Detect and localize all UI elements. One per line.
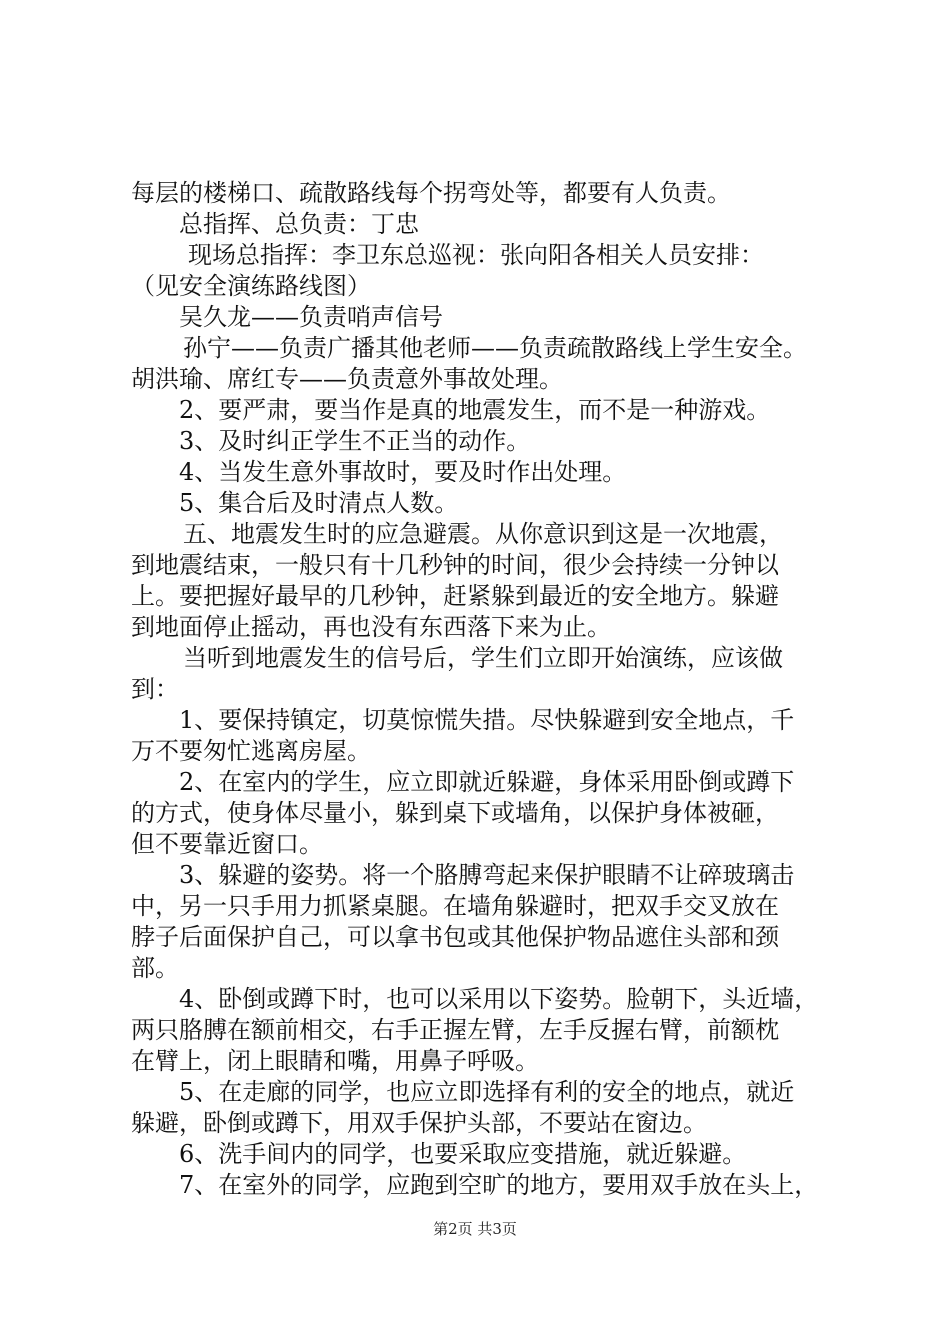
- text-line: 3、及时纠正学生不正当的动作。: [179, 427, 531, 455]
- text-line: （见安全演练路线图）: [131, 272, 371, 300]
- text-line: 在臂上，闭上眼睛和嘴，用鼻子呼吸。: [131, 1047, 539, 1075]
- text-line: 孙宁——负责广播其他老师——负责疏散路线上学生安全。: [183, 334, 807, 362]
- text-line: 胡洪瑜、席红专——负责意外事故处理。: [131, 365, 563, 393]
- text-line: 到地面停止摇动，再也没有东西落下来为止。: [131, 613, 611, 641]
- text-line: 总指挥、总负责：丁忠: [179, 210, 419, 238]
- text-line: 到：: [131, 675, 179, 703]
- text-line: 的方式，使身体尽量小，躲到桌下或墙角，以保护身体被砸，: [131, 799, 779, 827]
- text-line: 但不要靠近窗口。: [131, 830, 323, 858]
- text-line: 脖子后面保护自己，可以拿书包或其他保护物品遮住头部和颈: [131, 923, 779, 951]
- text-line: 躲避，卧倒或蹲下，用双手保护头部，不要站在窗边。: [131, 1109, 707, 1137]
- text-line: 5、在走廊的同学，也应立即选择有利的安全的地点，就近: [179, 1078, 795, 1106]
- text-line: 五、地震发生时的应急避震。从你意识到这是一次地震，: [183, 520, 783, 548]
- text-line: 4、当发生意外事故时，要及时作出处理。: [179, 458, 627, 486]
- text-line: 6、洗手间内的同学，也要采取应变措施，就近躲避。: [179, 1140, 747, 1168]
- text-line: 2、要严肃，要当作是真的地震发生，而不是一种游戏。: [179, 396, 771, 424]
- text-line: 当听到地震发生的信号后，学生们立即开始演练，应该做: [183, 644, 783, 672]
- text-line: 中，另一只手用力抓紧桌腿。在墙角躲避时，把双手交叉放在: [131, 892, 779, 920]
- text-line: 3、躲避的姿势。将一个胳膊弯起来保护眼睛不让碎玻璃击: [179, 861, 795, 889]
- text-line: 7、在室外的同学，应跑到空旷的地方，要用双手放在头上，: [179, 1171, 819, 1199]
- text-line: 现场总指挥：李卫东总巡视：张向阳各相关人员安排：: [188, 241, 764, 269]
- text-line: 两只胳膊在额前相交，右手正握左臂，左手反握右臂，前额枕: [131, 1016, 779, 1044]
- document-body: [131, 178, 831, 1201]
- text-line: 万不要匆忙逃离房屋。: [131, 737, 371, 765]
- text-line: 2、在室内的学生，应立即就近躲避，身体采用卧倒或蹲下: [179, 768, 795, 796]
- text-line: 上。要把握好最早的几秒钟，赶紧躲到最近的安全地方。躲避: [131, 582, 779, 610]
- text-line: 吴久龙——负责哨声信号: [179, 303, 443, 331]
- text-line: 1、要保持镇定，切莫惊慌失措。尽快躲避到安全地点，千: [179, 706, 795, 734]
- text-line: 5、集合后及时清点人数。: [179, 489, 459, 517]
- text-line: 到地震结束，一般只有十几秒钟的时间，很少会持续一分钟以: [131, 551, 779, 579]
- text-line: 每层的楼梯口、疏散路线每个拐弯处等，都要有人负责。: [131, 179, 731, 207]
- page-number-footer: 第2页 共3页: [433, 1220, 517, 1238]
- text-line: 部。: [131, 954, 179, 982]
- text-line: 4、卧倒或蹲下时，也可以采用以下姿势。脸朝下，头近墙，: [179, 985, 819, 1013]
